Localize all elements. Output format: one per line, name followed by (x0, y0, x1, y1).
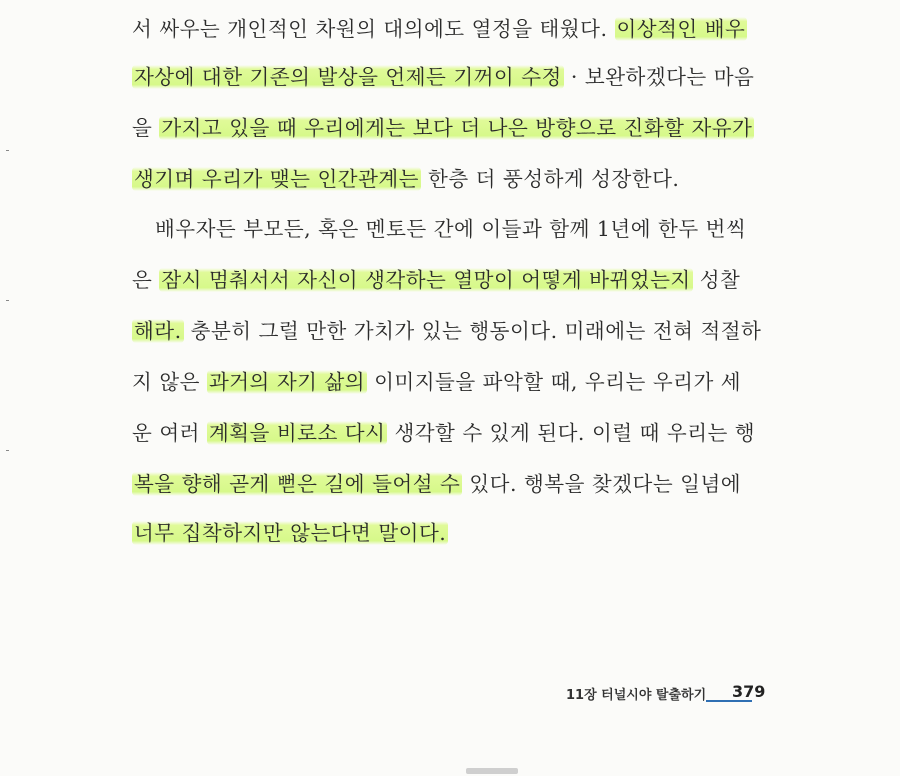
text-segment: 배우자든 부모든, 혹은 멘토든 간에 이들과 함께 1년에 한두 번씩 (155, 217, 747, 241)
text-segment: · 보완하겠다는 마음 (563, 65, 755, 89)
page-footer (566, 682, 876, 706)
text-segment: 운 여러 (132, 421, 207, 445)
text-segment: 성찰 (692, 268, 741, 292)
highlighted-text: 가지고 있을 때 우리에게는 보다 더 나은 방향으로 진화할 자유가 (161, 116, 753, 140)
text-line (132, 367, 741, 397)
text-line (132, 265, 740, 295)
text-line (132, 518, 448, 548)
highlighted-text: 과거의 자기 삶의 (208, 370, 366, 394)
text-line (132, 164, 679, 194)
highlighted-text: 자상에 대한 기존의 발상을 언제든 기꺼이 수정 (134, 65, 562, 89)
text-segment: 이미지들을 파악할 때, 우리는 우리가 세 (367, 370, 742, 394)
margin-mark (6, 300, 9, 301)
highlighted-text: 이상적인 배우 (616, 17, 746, 41)
text-segment: 한층 더 풍성하게 성장한다. (421, 167, 680, 191)
text-segment: 생각할 수 있게 된다. 이럴 때 우리는 행 (387, 421, 756, 445)
margin-mark (6, 150, 9, 151)
text-segment: 있다. 행복을 찾겠다는 일념에 (462, 472, 742, 496)
text-segment: 은 (132, 268, 160, 292)
margin-mark (6, 450, 9, 451)
text-segment: 을 (132, 116, 160, 140)
chapter-label: 11장 터널시야 탈출하기 (566, 688, 707, 703)
page-number: 379 (732, 682, 766, 701)
page-edge-mark (466, 768, 518, 774)
highlighted-text: 복을 향해 곧게 뻗은 길에 들어설 수 (134, 472, 461, 496)
highlighted-text: 잠시 멈춰서서 자신이 생각하는 열망이 어떻게 바뀌었는지 (161, 268, 691, 292)
text-segment: 지 않은 (132, 370, 207, 394)
text-line (132, 62, 754, 92)
text-line (132, 418, 755, 448)
text-line (132, 316, 761, 346)
highlighted-text: 계획을 비로소 다시 (208, 421, 386, 445)
highlighted-text: 해라. (134, 319, 182, 343)
text-line (132, 14, 747, 44)
text-line (132, 469, 741, 499)
highlighted-text: 생기며 우리가 맺는 인간관계는 (134, 167, 419, 191)
text-line (132, 113, 754, 143)
text-segment: 서 싸우는 개인적인 차원의 대의에도 열정을 태웠다. (132, 17, 615, 41)
highlighted-text: 너무 집착하지만 않는다면 말이다. (134, 521, 447, 545)
text-line (155, 214, 746, 244)
text-segment: 충분히 그럴 만한 가치가 있는 행동이다. 미래에는 전혀 적절하 (183, 319, 762, 343)
